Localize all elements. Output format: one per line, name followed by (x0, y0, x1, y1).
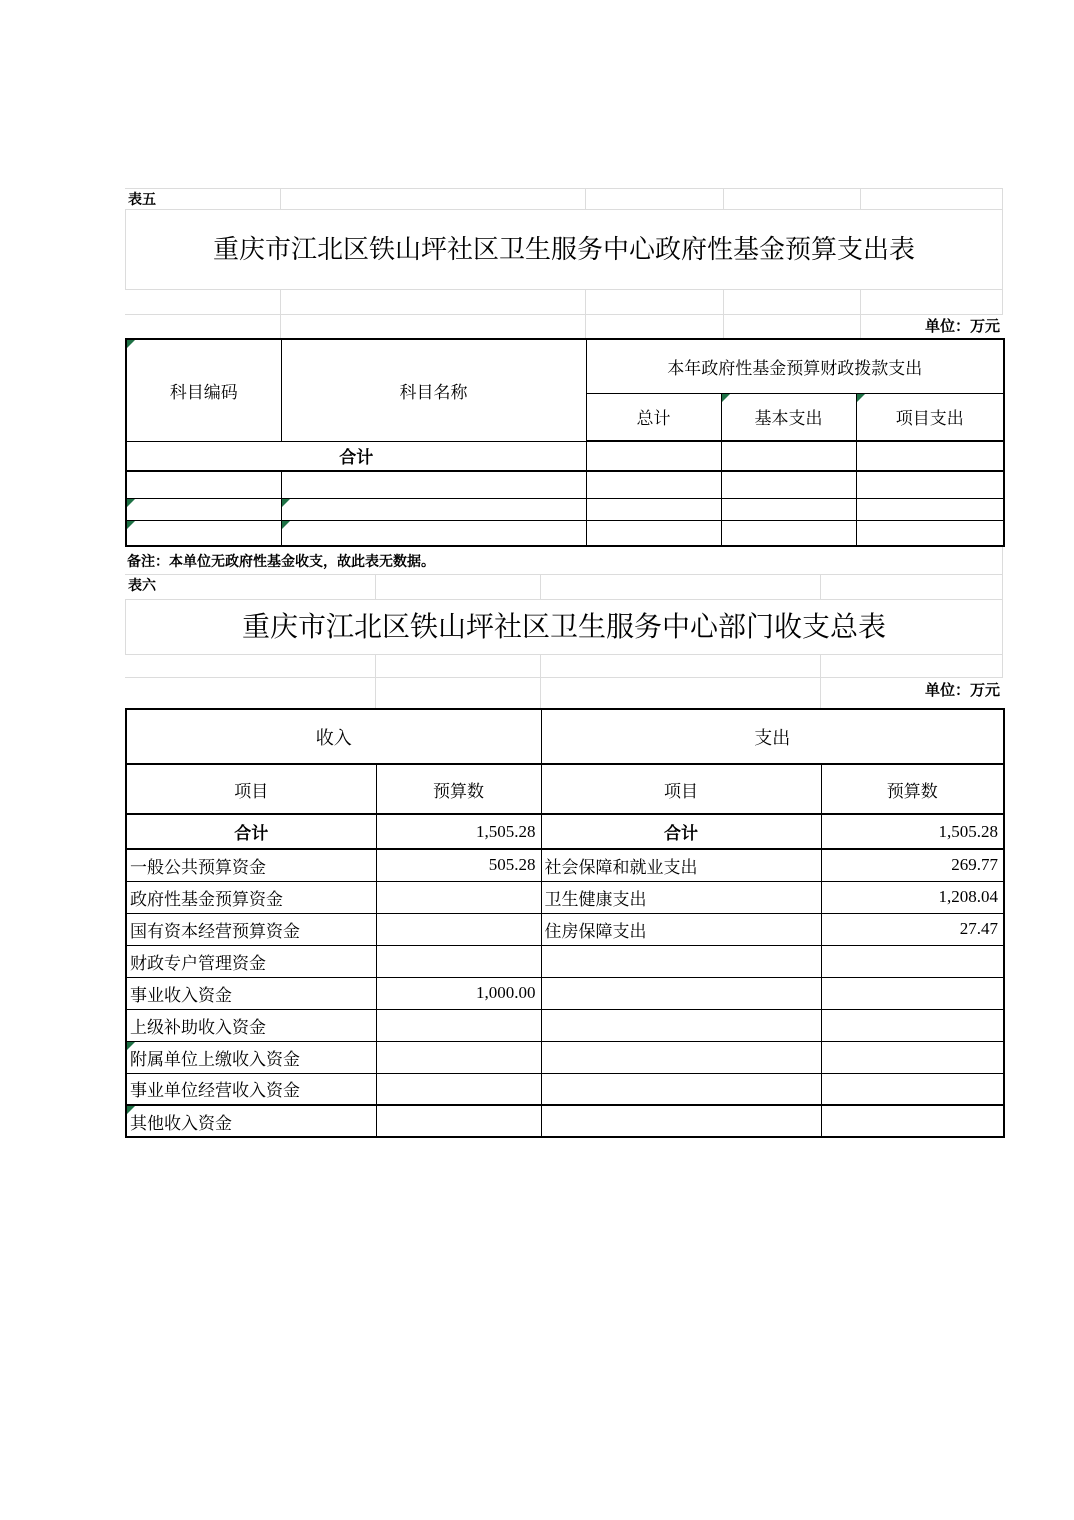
income-item-cell: 一般公共预算资金 (126, 849, 376, 881)
table6-unit-row (125, 678, 1003, 708)
gridline (860, 189, 861, 209)
table5-header-group (586, 339, 1004, 393)
gridline (1002, 210, 1003, 289)
gridline (540, 655, 541, 677)
table6-unit-label: 单位：万元 (924, 683, 1000, 699)
table5-header-total (586, 393, 721, 441)
gridline (585, 290, 586, 314)
table5-total-row (126, 441, 1004, 471)
table5-title: 重庆市江北区铁山坪社区卫生服务中心政府性基金预算支出表 (212, 235, 915, 264)
table6-header-row-1 (126, 709, 1004, 764)
table6-data-row (126, 977, 1004, 1009)
empty-cell (856, 498, 1004, 520)
error-indicator-icon (127, 340, 135, 348)
table6-total-income-value: 1,505.28 (376, 814, 541, 849)
gridline (860, 290, 861, 314)
gridline (280, 290, 281, 314)
table6-title: 重庆市江北区铁山坪社区卫生服务中心部门收支总表 (241, 612, 886, 643)
income-item-cell (126, 1041, 376, 1073)
gridline (1002, 189, 1003, 209)
income-value-cell: 1,000.00 (376, 977, 541, 1009)
income-value-cell: 505.28 (376, 849, 541, 881)
table5-title-row (125, 210, 1003, 290)
gridline (375, 575, 376, 599)
error-indicator-icon (282, 499, 290, 507)
gridline (540, 678, 541, 708)
expenditure-item-cell (541, 1073, 821, 1105)
empty-cell (126, 471, 281, 498)
header-label: 科目编码 (169, 382, 238, 402)
table5-header-subject-code (126, 339, 281, 441)
empty-cell (126, 498, 281, 520)
table6-header-income-item: 项目 (126, 764, 376, 814)
gridline (1002, 600, 1003, 654)
error-indicator-icon (127, 521, 135, 529)
table5-total-value-basic (721, 441, 856, 471)
expenditure-item-cell: 卫生健康支出 (541, 881, 821, 913)
table6-data-row (126, 849, 1004, 881)
empty-cell (721, 471, 856, 498)
table5-total-value-project (856, 441, 1004, 471)
table6-tag-row (125, 575, 1003, 600)
error-indicator-icon (857, 394, 865, 402)
income-value-cell (376, 1105, 541, 1137)
gridline (585, 189, 586, 209)
table6-header-row-2 (126, 764, 1004, 814)
expenditure-value-cell (821, 1009, 1004, 1041)
error-indicator-icon (127, 1106, 135, 1114)
table5-note-row (125, 547, 1003, 575)
gridline (540, 575, 541, 599)
expenditure-item-cell (541, 1009, 821, 1041)
header-label: 项目支出 (895, 409, 964, 429)
gridline (820, 655, 821, 677)
gridline (125, 600, 126, 654)
empty-cell (281, 498, 586, 520)
gridline (723, 315, 724, 338)
empty-cell (721, 498, 856, 520)
table6-header-income: 收入 (126, 709, 541, 764)
gridline (723, 290, 724, 314)
expenditure-value-cell (821, 1041, 1004, 1073)
income-value-cell (376, 913, 541, 945)
table6-header-expenditure: 支出 (541, 709, 1004, 764)
gridline (1002, 290, 1003, 314)
expenditure-value-cell (821, 1105, 1004, 1137)
spreadsheet-area (125, 188, 1003, 1138)
table6-data-row (126, 945, 1004, 977)
gridline (1002, 575, 1003, 599)
table5-empty-row (126, 520, 1004, 546)
gridline (280, 189, 281, 209)
table5-note: 备注：本单位无政府性基金收支，故此表无数据。 (127, 555, 435, 570)
income-value-cell (376, 881, 541, 913)
table5-fund-budget-table (125, 338, 1005, 547)
income-item-label: 附属单位上缴收入资金 (130, 1049, 300, 1069)
income-value-cell (376, 945, 541, 977)
table5-total-label: 合计 (126, 441, 586, 471)
income-item-cell: 上级补助收入资金 (126, 1009, 376, 1041)
table6-data-row (126, 1073, 1004, 1105)
gridline (860, 315, 861, 338)
table5-empty-row (126, 471, 1004, 498)
table5-tag-label: 表五 (128, 193, 156, 208)
income-item-cell: 事业单位经营收入资金 (126, 1073, 376, 1105)
header-label: 总计 (636, 409, 671, 429)
gridline (585, 315, 586, 338)
income-item-cell: 事业收入资金 (126, 977, 376, 1009)
table6-total-row (126, 814, 1004, 849)
expenditure-value-cell: 27.47 (821, 913, 1004, 945)
empty-cell (586, 520, 721, 546)
expenditure-item-cell (541, 977, 821, 1009)
table6-tag-label: 表六 (128, 579, 156, 594)
gridline (1002, 547, 1003, 574)
expenditure-item-cell (541, 1105, 821, 1137)
table6-data-row (126, 1105, 1004, 1137)
table6-data-row (126, 881, 1004, 913)
income-item-cell: 国有资本经营预算资金 (126, 913, 376, 945)
table6-data-row (126, 913, 1004, 945)
table5-total-value-total (586, 441, 721, 471)
expenditure-item-cell (541, 1041, 821, 1073)
income-item-cell (126, 1105, 376, 1137)
expenditure-value-cell: 269.77 (821, 849, 1004, 881)
income-value-cell (376, 1073, 541, 1105)
table6-header-income-budget: 预算数 (376, 764, 541, 814)
table6-data-row (126, 1041, 1004, 1073)
income-item-label: 其他收入资金 (130, 1113, 232, 1133)
gridline (375, 678, 376, 708)
header-label: 本年政府性基金预算财政拨款支出 (667, 358, 923, 378)
empty-cell (856, 471, 1004, 498)
income-item-cell: 财政专户管理资金 (126, 945, 376, 977)
expenditure-value-cell (821, 977, 1004, 1009)
table6-total-expenditure-value: 1,505.28 (821, 814, 1004, 849)
table6-income-expenditure-table (125, 708, 1005, 1138)
table6-total-expenditure-label: 合计 (541, 814, 821, 849)
empty-cell (586, 471, 721, 498)
table5-unit-label: 单位：万元 (924, 319, 1000, 335)
table5-unit-row (125, 315, 1003, 338)
gridline (280, 315, 281, 338)
table5-empty-row (126, 498, 1004, 520)
empty-cell (281, 520, 586, 546)
table6-title-row (125, 600, 1003, 655)
expenditure-value-cell (821, 1073, 1004, 1105)
error-indicator-icon (127, 499, 135, 507)
empty-cell (856, 520, 1004, 546)
error-indicator-icon (282, 521, 290, 529)
income-value-cell (376, 1009, 541, 1041)
table6-header-expenditure-budget: 预算数 (821, 764, 1004, 814)
empty-cell (721, 520, 856, 546)
error-indicator-icon (127, 1042, 135, 1050)
header-label: 基本支出 (754, 409, 823, 429)
expenditure-item-cell (541, 945, 821, 977)
gridline (820, 575, 821, 599)
income-value-cell (376, 1041, 541, 1073)
gridline (723, 189, 724, 209)
header-label: 科目名称 (399, 382, 468, 402)
table5-tag-row (125, 188, 1003, 210)
table5-header-row-1 (126, 339, 1004, 393)
expenditure-value-cell (821, 945, 1004, 977)
empty-cell (126, 520, 281, 546)
table5-header-subject-name (281, 339, 586, 441)
table6-data-row (126, 1009, 1004, 1041)
gridline (125, 210, 126, 289)
empty-cell (586, 498, 721, 520)
income-item-cell: 政府性基金预算资金 (126, 881, 376, 913)
error-indicator-icon (722, 394, 730, 402)
spacer-row (125, 655, 1003, 678)
expenditure-value-cell: 1,208.04 (821, 881, 1004, 913)
gridline (375, 655, 376, 677)
expenditure-item-cell: 住房保障支出 (541, 913, 821, 945)
expenditure-item-cell: 社会保障和就业支出 (541, 849, 821, 881)
empty-cell (281, 471, 586, 498)
gridline (820, 678, 821, 708)
table5-header-basic (721, 393, 856, 441)
table5-header-project (856, 393, 1004, 441)
gridline (1002, 655, 1003, 677)
spacer-row (125, 290, 1003, 315)
table6-total-income-label: 合计 (126, 814, 376, 849)
table6-header-expenditure-item: 项目 (541, 764, 821, 814)
